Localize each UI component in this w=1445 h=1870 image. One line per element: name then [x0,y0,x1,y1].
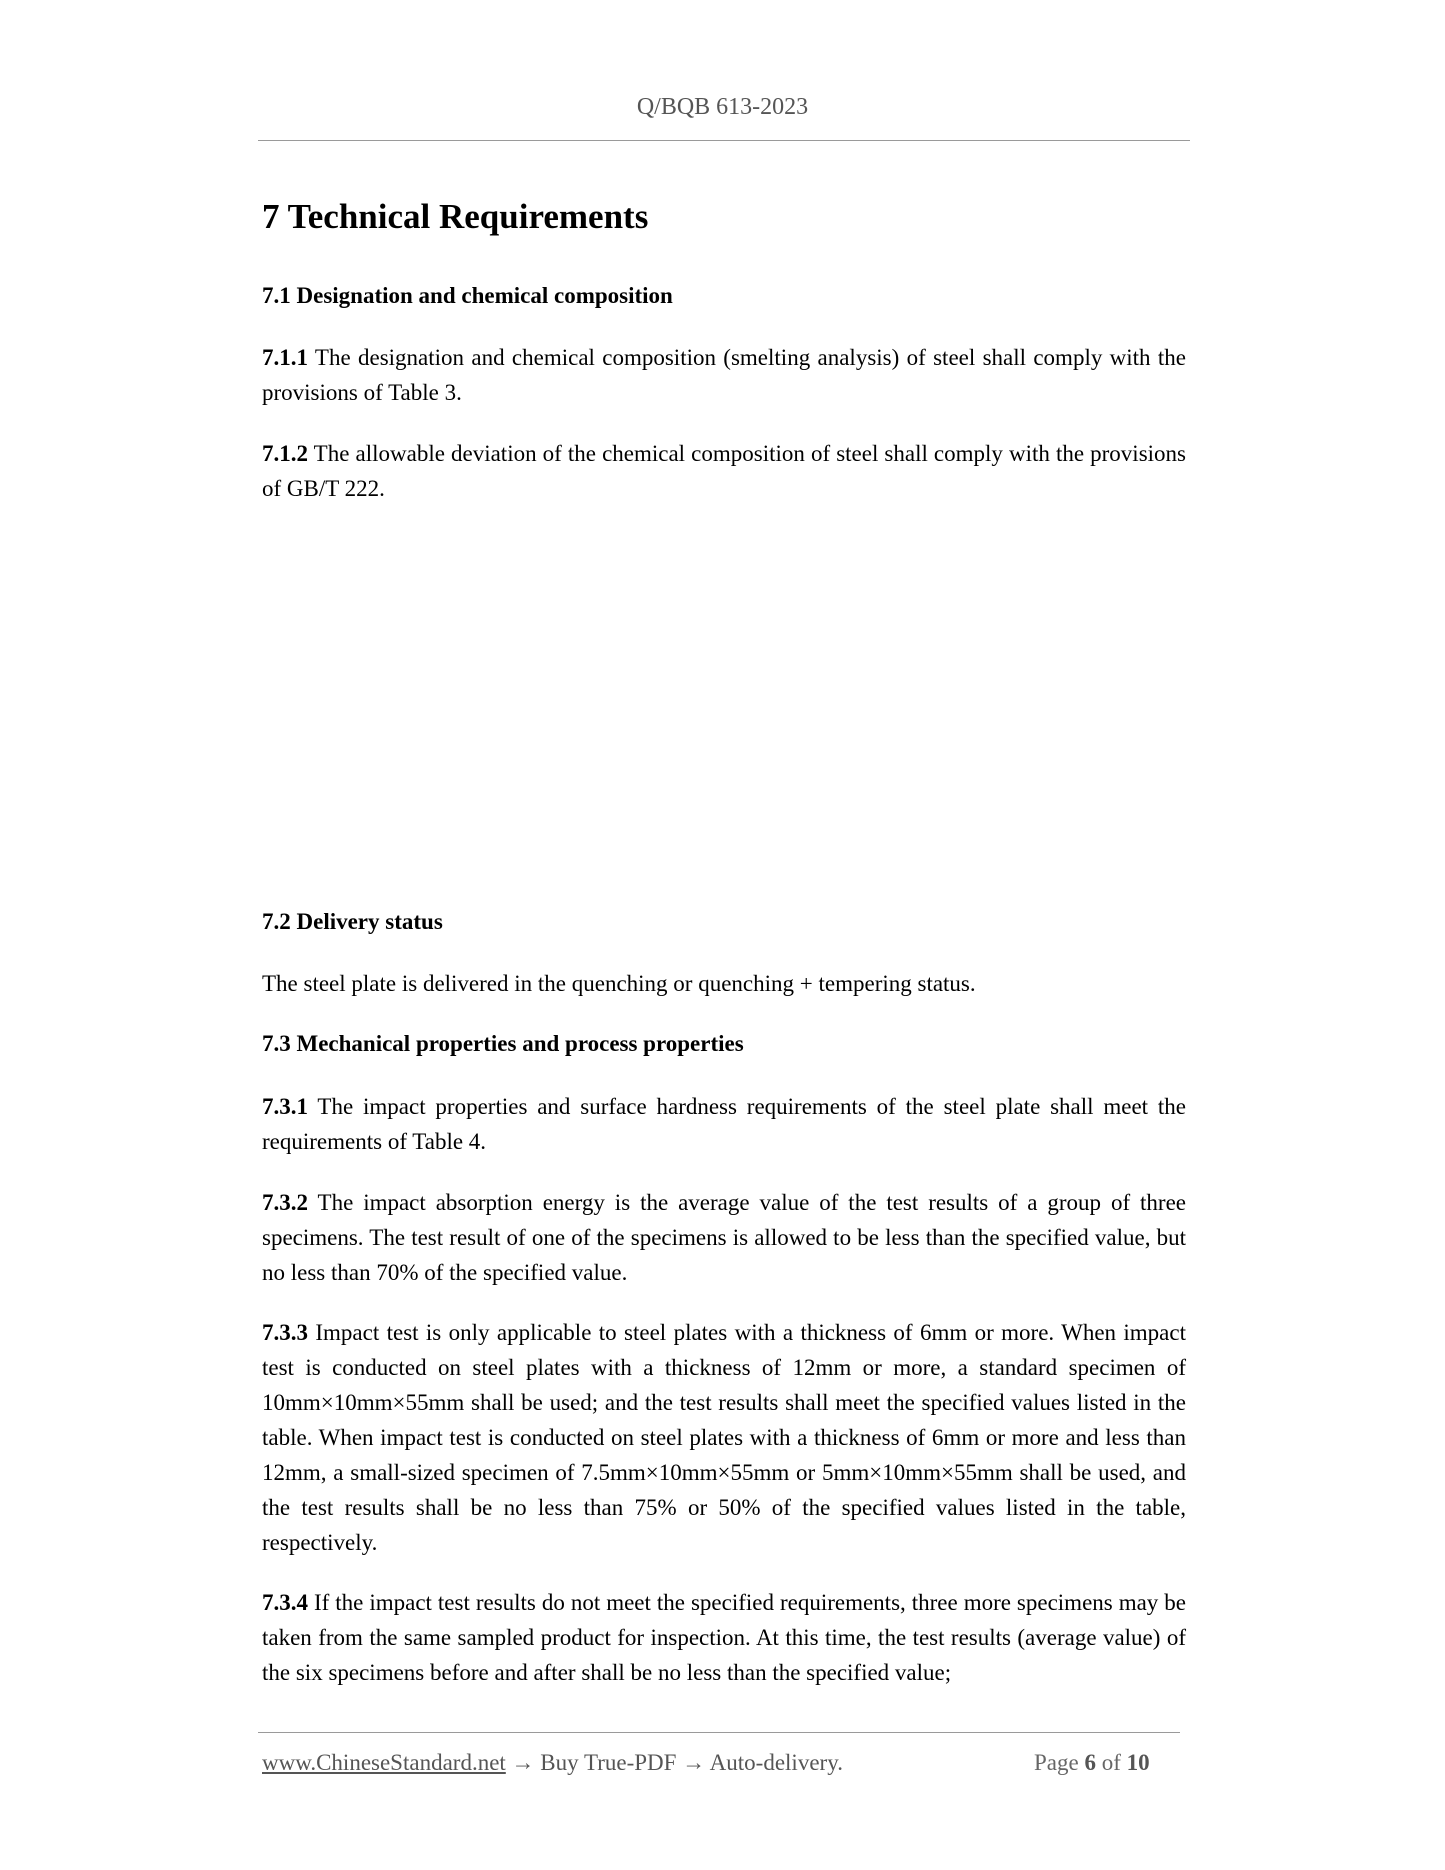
clause-number: 7.1.2 [262,441,308,466]
paragraph-7-3-1 [262,1089,1186,1159]
clause-text: The impact properties and surface hardness requirements of the steel plate shall meet the requirements of Table 4. [262,1094,1186,1154]
subsection-title-7-3: 7.3 Mechanical properties and process properties [262,1031,744,1056]
header-divider [258,140,1190,141]
clause-text: If the impact test results do not meet the specified requirements, three more specimens may be taken from the same sampled product for inspection. At this time, the test results (average value) of the six specimens before and after shall be no less than the specified value; [262,1590,1186,1685]
page-indicator [1034,1750,1150,1776]
document-code: Q/BQB 613-2023 [636,94,809,120]
page-total: 10 [1126,1750,1150,1775]
subsection-title-7-1: 7.1 Designation and chemical composition [262,283,673,308]
clause-text: The steel plate is delivered in the quenching or quenching + tempering status. [262,971,976,996]
clause-number: 7.3.4 [262,1590,308,1615]
page-current: 6 [1084,1750,1096,1775]
auto-delivery-text: Auto-delivery. [709,1750,843,1775]
clause-number: 7.3.2 [262,1190,308,1215]
section-title: 7 Technical Requirements [262,197,649,236]
clause-text: The impact absorption energy is the average value of the test results of a group of three specimens. The test result of one of the specimens is allowed to be less than the specified value, but no less than 70% of the specified value. [262,1190,1186,1285]
paragraph-7-3-4 [262,1585,1186,1690]
clause-number: 7.3.3 [262,1320,308,1345]
arrow-right-icon: → [511,1750,535,1775]
clause-text: The designation and chemical composition (smelting analysis) of steel shall comply with the provisions of Table 3. [262,345,1186,405]
paragraph-7-3-3 [262,1315,1186,1560]
buy-pdf-text: Buy True-PDF [540,1750,677,1775]
clause-text: Impact test is only applicable to steel plates with a thickness of 6mm or more. When impact test is conducted on steel plates with a thickness of 12mm or more, a standard specimen of 10mm×10mm×55mm shall be used; and the test results shall meet the specified values listed in the table. When impact test is conducted on steel plates with a thickness of 6mm or more and less than 12mm, a small-sized specimen of 7.5mm×10mm×55mm or 5mm×10mm×55mm shall be used, and the test results shall be no less than 75% or 50% of the specified values listed in the table, respectively. [262,1320,1186,1555]
page-label: Page [1034,1750,1079,1775]
paragraph-7-1-1 [262,340,1186,410]
page-of-label: of [1101,1750,1121,1775]
website-link[interactable]: www.ChineseStandard.net [262,1750,506,1775]
footer-divider [258,1732,1180,1733]
clause-number: 7.3.1 [262,1094,308,1119]
paragraph-7-3-2 [262,1185,1186,1290]
clause-number: 7.1.1 [262,345,308,370]
subsection-title-7-2: 7.2 Delivery status [262,909,443,934]
clause-text: The allowable deviation of the chemical composition of steel shall comply with the provisions of GB/T 222. [262,441,1186,501]
footer-promo [262,1750,843,1776]
paragraph-7-2 [262,966,1186,1001]
paragraph-7-1-2 [262,436,1186,506]
arrow-right-icon: → [682,1750,706,1775]
